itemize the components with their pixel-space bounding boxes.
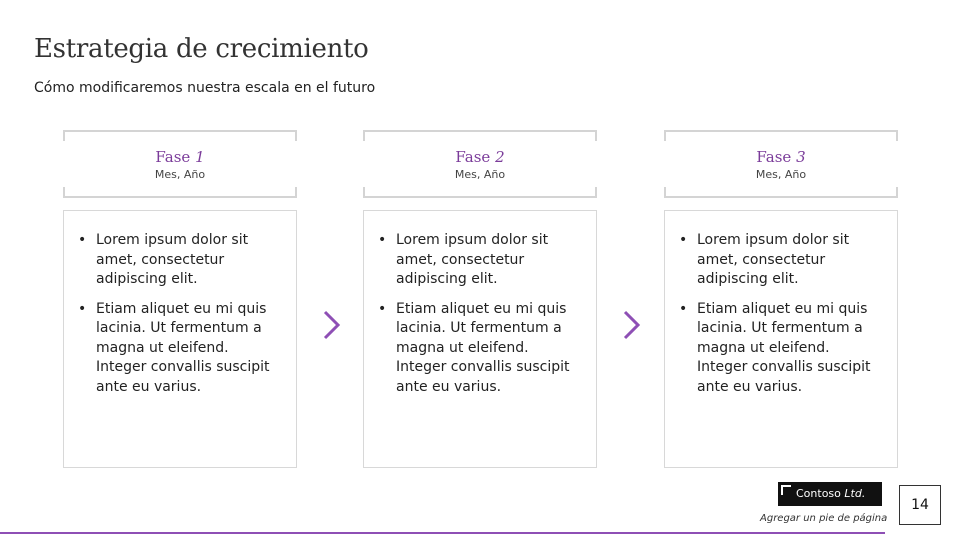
phase-header-3 <box>664 130 898 198</box>
company-logo: Contoso Ltd. <box>778 482 882 506</box>
phase-header-2 <box>363 130 597 198</box>
phase-date-1: Mes, Año <box>154 168 206 181</box>
phase-date-2: Mes, Año <box>454 168 506 181</box>
slide-subtitle: Cómo modificaremos nuestra escala en el futuro <box>34 80 376 96</box>
phase-name-3: Fase 3 <box>756 148 806 166</box>
phase-name-1: Fase 1 <box>155 148 205 166</box>
logo-corner-icon <box>781 485 791 495</box>
phase-date-3: Mes, Año <box>755 168 807 181</box>
phase-card-2 <box>363 210 597 468</box>
phase-name-2: Fase 2 <box>455 148 505 166</box>
bullet-item: • Lorem ipsum dolor sit amet, consectetur adipiscing elit. <box>675 231 881 290</box>
slide-title: Estrategia de crecimiento <box>34 34 369 64</box>
bullet-item: • Etiam aliquet eu mi quis lacinia. Ut fermentum a magna ut eleifend. Integer convallis suscipit ante eu varius. <box>675 300 881 398</box>
footer-accent-line <box>0 532 885 534</box>
phase-header-1 <box>63 130 297 198</box>
phase-card-1 <box>63 210 297 468</box>
page-number: 14 <box>899 485 941 525</box>
bullet-item: • Etiam aliquet eu mi quis lacinia. Ut fermentum a magna ut eleifend. Integer convallis suscipit ante eu varius. <box>374 300 580 398</box>
bullet-item: • Lorem ipsum dolor sit amet, consectetur adipiscing elit. <box>374 231 580 290</box>
phase-card-3 <box>664 210 898 468</box>
bullet-item: • Lorem ipsum dolor sit amet, consectetur adipiscing elit. <box>74 231 280 290</box>
footer-text: Agregar un pie de página <box>760 513 888 524</box>
chevron-right-icon <box>322 310 342 340</box>
bullet-item: • Etiam aliquet eu mi quis lacinia. Ut fermentum a magna ut eleifend. Integer convallis suscipit ante eu varius. <box>74 300 280 398</box>
chevron-right-icon <box>622 310 642 340</box>
